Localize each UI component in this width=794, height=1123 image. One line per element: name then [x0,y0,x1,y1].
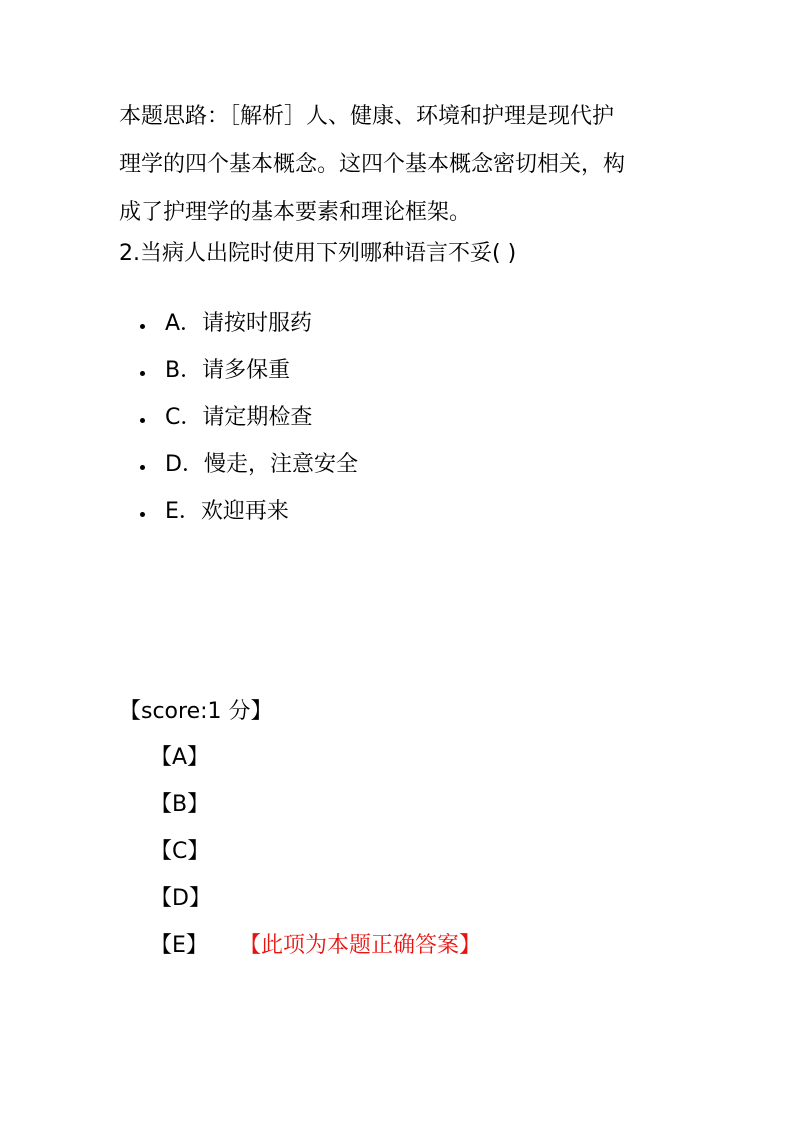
answer-row-a [150,737,481,784]
bullet-icon [140,371,145,376]
bullet-icon [140,418,145,423]
question-text: 2.当病人出院时使用下列哪种语言不妥( ) [119,241,517,266]
answer-row-c [150,831,481,878]
option-label: E．欢迎再来 [165,498,289,524]
analysis-line-3: 成了护理学的基本要素和理论框架。 [119,200,472,225]
answer-row-e [150,925,481,972]
bullet-icon [140,324,145,329]
score-label: 【score:1 分】 [119,699,273,724]
option-c [140,394,358,441]
bullet-icon [140,465,145,470]
answer-letter: 【C】 [150,839,210,864]
option-label: C．请定期检查 [165,404,313,430]
option-b [140,347,358,394]
options-list [140,300,358,535]
bullet-icon [140,512,145,517]
answer-letter: 【D】 [150,886,211,911]
option-a [140,300,358,347]
answer-row-b [150,784,481,831]
answer-letter: 【A】 [150,745,210,770]
answer-list [150,737,481,972]
option-label: D．慢走，注意安全 [165,451,358,477]
analysis-line-2: 理学的四个基本概念。这四个基本概念密切相关，构 [119,152,626,177]
option-d [140,441,358,488]
option-label: B．请多保重 [165,357,291,383]
analysis-paragraph [119,93,679,237]
answer-row-d [150,878,481,925]
option-label: A．请按时服药 [165,310,313,336]
answer-letter: 【B】 [150,792,210,817]
answer-letter: 【E】 [150,933,208,958]
correct-answer-note: 【此项为本题正确答案】 [239,933,482,958]
analysis-line-1: 本题思路：［解析］人、健康、环境和护理是现代护 [119,104,615,129]
option-e [140,488,358,535]
